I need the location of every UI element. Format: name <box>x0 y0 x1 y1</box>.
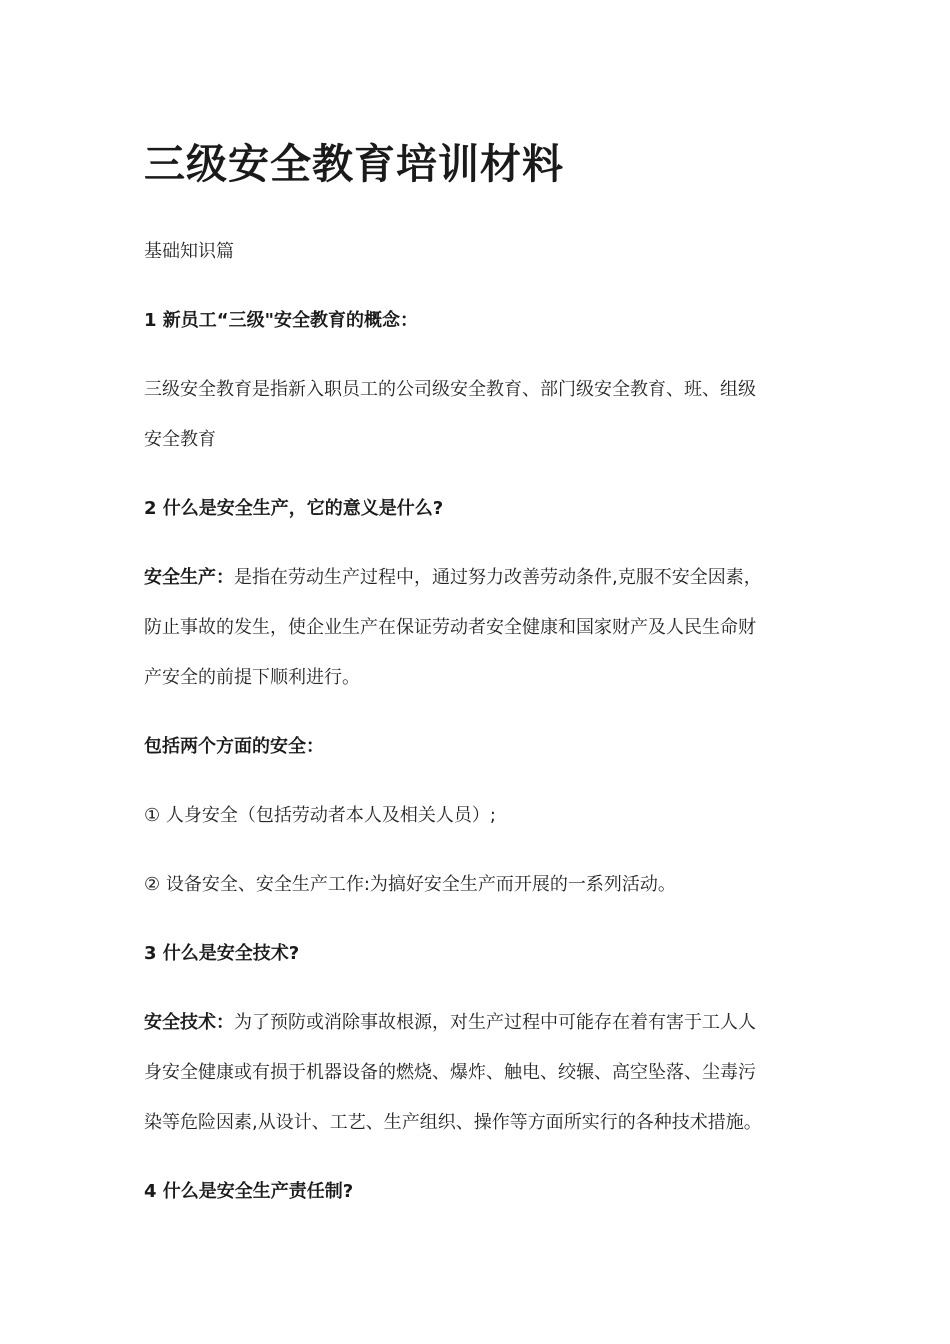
section-subtitle: 基础知识篇 <box>144 241 234 262</box>
q2-line-2: 防止事故的发生，使企业生产在保证劳动者安全健康和国家财产及人民生命财 <box>144 617 756 638</box>
q2-item-2: ② 设备安全、安全生产工作:为搞好安全生产而开展的一系列活动。 <box>144 874 676 895</box>
q3-heading: 3 什么是安全技术? <box>144 943 300 964</box>
q3-line-1-text: 为了预防或消除事故根源，对生产过程中可能存在着有害于工人人 <box>234 1012 756 1033</box>
q2-item-1: ① 人身安全（包括劳动者本人及相关人员）; <box>144 805 496 826</box>
q1-line-1: 三级安全教育是指新入职员工的公司级安全教育、部门级安全教育、班、组级 <box>144 379 756 400</box>
q1-answer <box>144 365 824 465</box>
q3-line-1 <box>144 998 824 1048</box>
q4-heading: 4 什么是安全生产责任制? <box>144 1181 354 1202</box>
document-title: 三级安全教育培训材料 <box>144 140 564 188</box>
q1-line-2: 安全教育 <box>144 429 216 450</box>
q2-line-3: 产安全的前提下顺利进行。 <box>144 667 360 688</box>
q1-heading: 1 新员工“三级"安全教育的概念： <box>144 310 418 331</box>
q2-heading: 2 什么是安全生产，它的意义是什么? <box>144 498 444 519</box>
q3-answer <box>144 998 824 1148</box>
document-body <box>144 136 824 1217</box>
q3-line-2: 身安全健康或有损于机器设备的燃烧、爆炸、触电、绞辗、高空坠落、尘毒污 <box>144 1062 756 1083</box>
q2-line-1-text: 是指在劳动生产过程中，通过努力改善劳动条件,克服不安全因素， <box>234 567 762 588</box>
q3-line-3: 染等危险因素,从设计、工艺、生产组织、操作等方面所实行的各种技术措施。 <box>144 1112 762 1133</box>
q3-term-label: 安全技术： <box>144 1012 234 1033</box>
q2-term-label: 安全生产： <box>144 567 234 588</box>
q2-line-1 <box>144 553 824 603</box>
q2-answer <box>144 553 824 703</box>
q2-sub-heading: 包括两个方面的安全： <box>144 736 324 757</box>
